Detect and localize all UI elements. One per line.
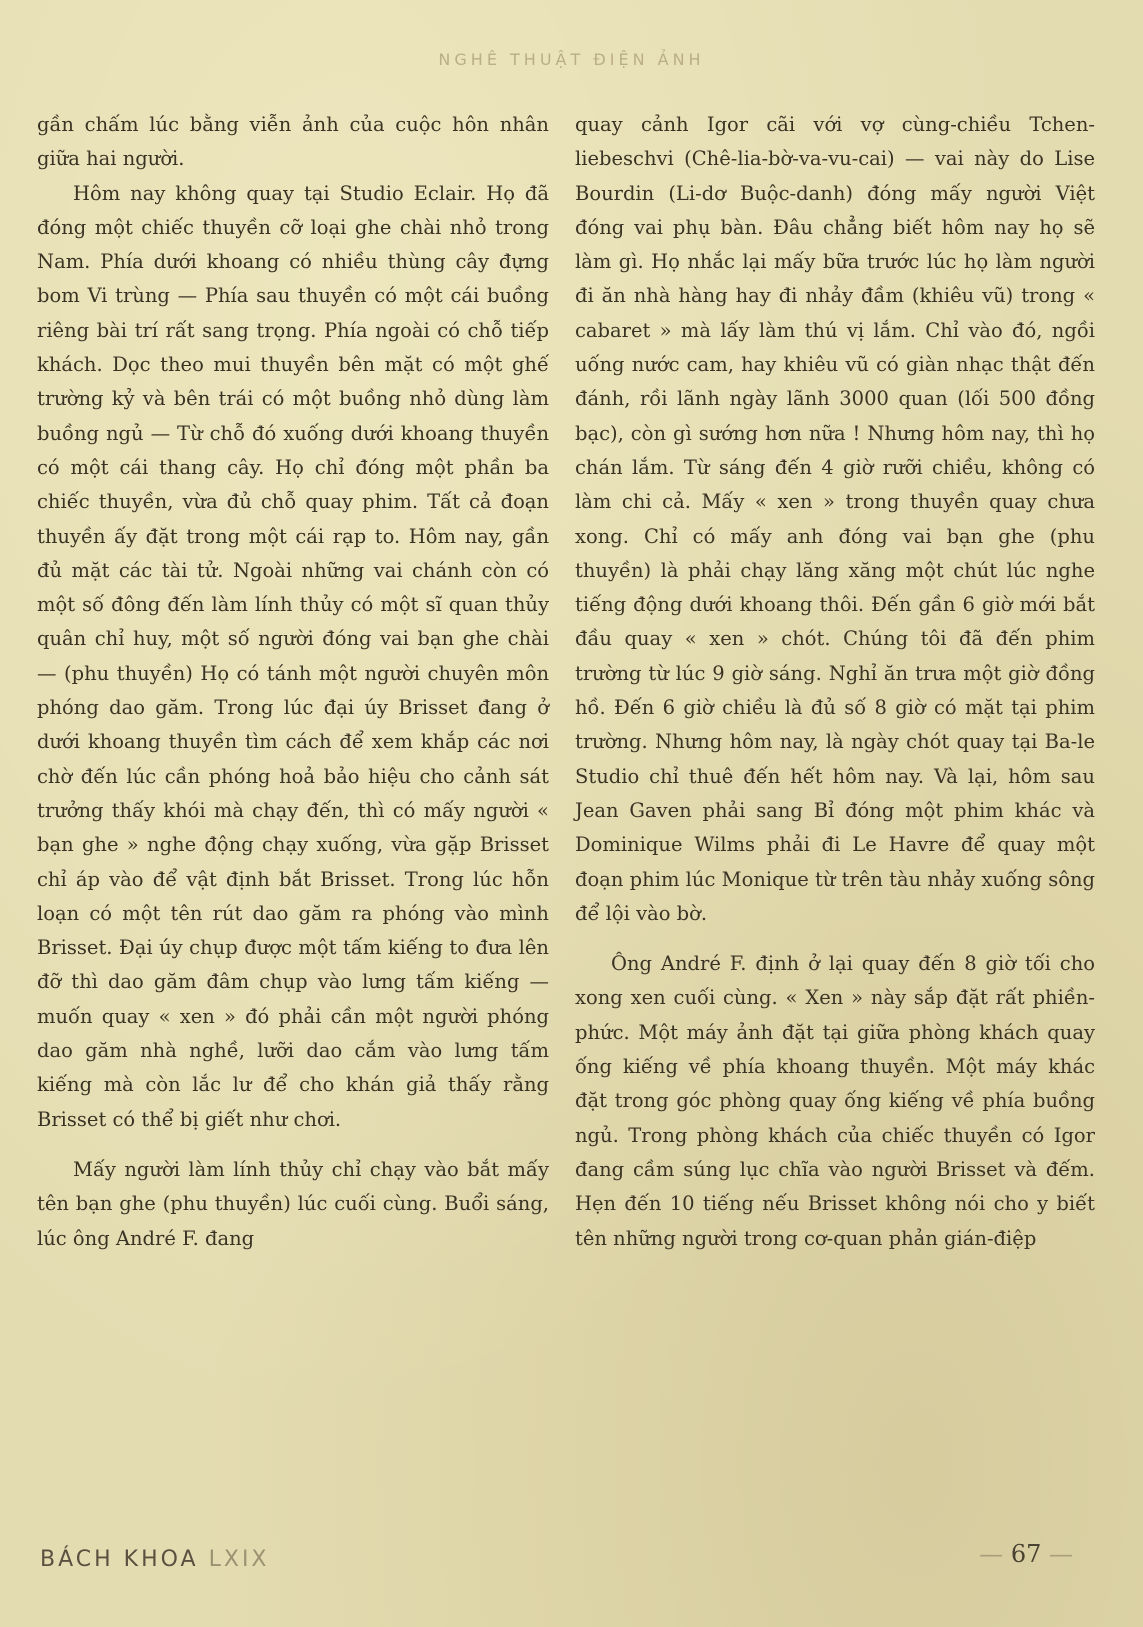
paragraph: quay cảnh Igor cãi với vợ cùng-chiều Tchen-liebeschvi (Chê-lia-bờ-va-vu-cai) — vai này do Lise Bourdin (Li-dơ Buộc-danh) đóng mấy người Việt đóng vai phụ bàn. Đâu chẳng biết hôm nay họ sẽ làm gì. Họ nhắc lại mấy bữa trước lúc họ làm người đi ăn nhà hàng hay đi nhảy đầm (khiêu vũ) trong « cabaret » mà lấy làm thú vị lắm. Chỉ vào đó, ngồi uống nước cam, hay khiêu vũ có giàn nhạc thật đến đánh, rồi lãnh ngày lãnh 3000 quan (lối 500 đồng bạc), còn gì sướng hơn nữa ! Nhưng hôm nay, thì họ chán lắm. Từ sáng đến 4 giờ rưỡi chiều, không có làm chi cả. Mấy « xen » trong thuyền quay chưa xong. Chỉ có mấy anh đóng vai bạn ghe (phu thuyền) là phải chạy lăng xăng một chút lúc nghe tiếng động dưới khoang thôi. Đến gần 6 giờ mới bắt đầu quay « xen » chót. Chúng tôi đã đến phim trường từ lúc 9 giờ sáng. Nghỉ ăn trưa một giờ đồng hồ. Đến 6 giờ chiều là đủ số 8 giờ có mặt tại phim trường. Nhưng hôm nay, là ngày chót quay tại Ba-le Studio chỉ thuê đến hết hôm nay. Và lại, hôm sau Jean Gaven phải sang Bỉ đóng một phim khác và Dominique Wilms phải đi Le Havre để quay một đoạn phim lúc Monique từ trên tàu nhảy xuống sông để lội vào bờ. xyxy=(575,113,1095,925)
running-head: NGHÊ THUẬT ĐIỆN ẢNH xyxy=(438,50,705,69)
paragraph: Hôm nay không quay tại Studio Eclair. Họ đã đóng một chiếc thuyền cỡ loại ghe chài nhỏ trong Nam. Phía dưới khoang có nhiều thùng cây đựng bom Vi trùng — Phía sau thuyền có một cái buồng riêng bài trí rất sang trọng. Phía ngoài có chỗ tiếp khách. Dọc theo mui thuyền bên mặt có một ghế trường kỷ và bên trái có một buồng nhỏ dùng làm buồng ngủ — Từ chỗ đó xuống dưới khoang thuyền có một cái thang cây. Họ chỉ đóng một phần ba chiếc thuyền, vừa đủ chỗ quay phim. Tất cả đoạn thuyền ấy đặt trong một cái rạp to. Hôm nay, gần đủ mặt các tài tử. Ngoài những vai chánh còn có một số đông đến làm lính thủy có một sĩ quan thủy quân chỉ huy, một số người đóng vai bạn ghe chài — (phu thuyền) Họ có tánh một người chuyên môn phóng dao găm. Trong lúc đại úy Brisset đang ở dưới khoang thuyền tìm cách để xem khắp các nơi chờ đến lúc cần phóng hoả bảo hiệu cho cảnh sát trưởng thấy khói mà chạy đến, thì có mấy người « bạn ghe » nghe động chạy xuống, vừa gặp Brisset chỉ áp vào để vật định bắt Brisset. Trong lúc hỗn loạn có một tên rút dao găm ra phóng vào mình Brisset. Đại úy chụp được một tấm kiếng to đưa lên đỡ thì dao găm đâm chụp vào lưng tấm kiếng — muốn quay « xen » đó phải cần một người phóng dao găm nhà nghề, lưỡi dao cắm vào lưng tấm kiếng mà còn lắc lư để cho khán giả thấy rằng Brisset có thể bị giết như chơi. xyxy=(37,181,549,1131)
paragraph: Ông André F. định ở lại quay đến 8 giờ tối cho xong xen cuối cùng. « Xen » này sắp đặt rất phiền-phức. Một máy ảnh đặt tại giữa phòng khách quay ống kiếng về phía khoang thuyền. Một máy khác đặt trong góc phòng quay ống kiếng về phía buồng ngủ. Trong phòng khách của chiếc thuyền có Igor đang cầm súng lục chĩa vào người Brisset và đếm. Hẹn đến 10 tiếng nếu Brisset không nói cho y biết tên những người trong cơ-quan phản gián-điệp xyxy=(575,952,1095,1250)
right-column xyxy=(575,108,1095,1256)
dash-right: — xyxy=(1049,1540,1073,1568)
left-column xyxy=(37,108,549,1256)
page-number-block xyxy=(979,1540,1073,1568)
issue-number: LXIX xyxy=(208,1547,270,1572)
paragraph: Mấy người làm lính thủy chỉ chạy vào bắt mấy tên bạn ghe (phu thuyền) lúc cuối cùng. Buổi sáng, lúc ông André F. đang xyxy=(37,1157,549,1250)
magazine-name: BÁCH KHOA xyxy=(40,1547,199,1572)
footer-magazine-title xyxy=(40,1547,270,1572)
page-number: 67 xyxy=(1010,1540,1042,1568)
paragraph: gần chấm lúc bằng viễn ảnh của cuộc hôn nhân giữa hai người. xyxy=(37,113,549,171)
dash-left: — xyxy=(979,1540,1004,1568)
